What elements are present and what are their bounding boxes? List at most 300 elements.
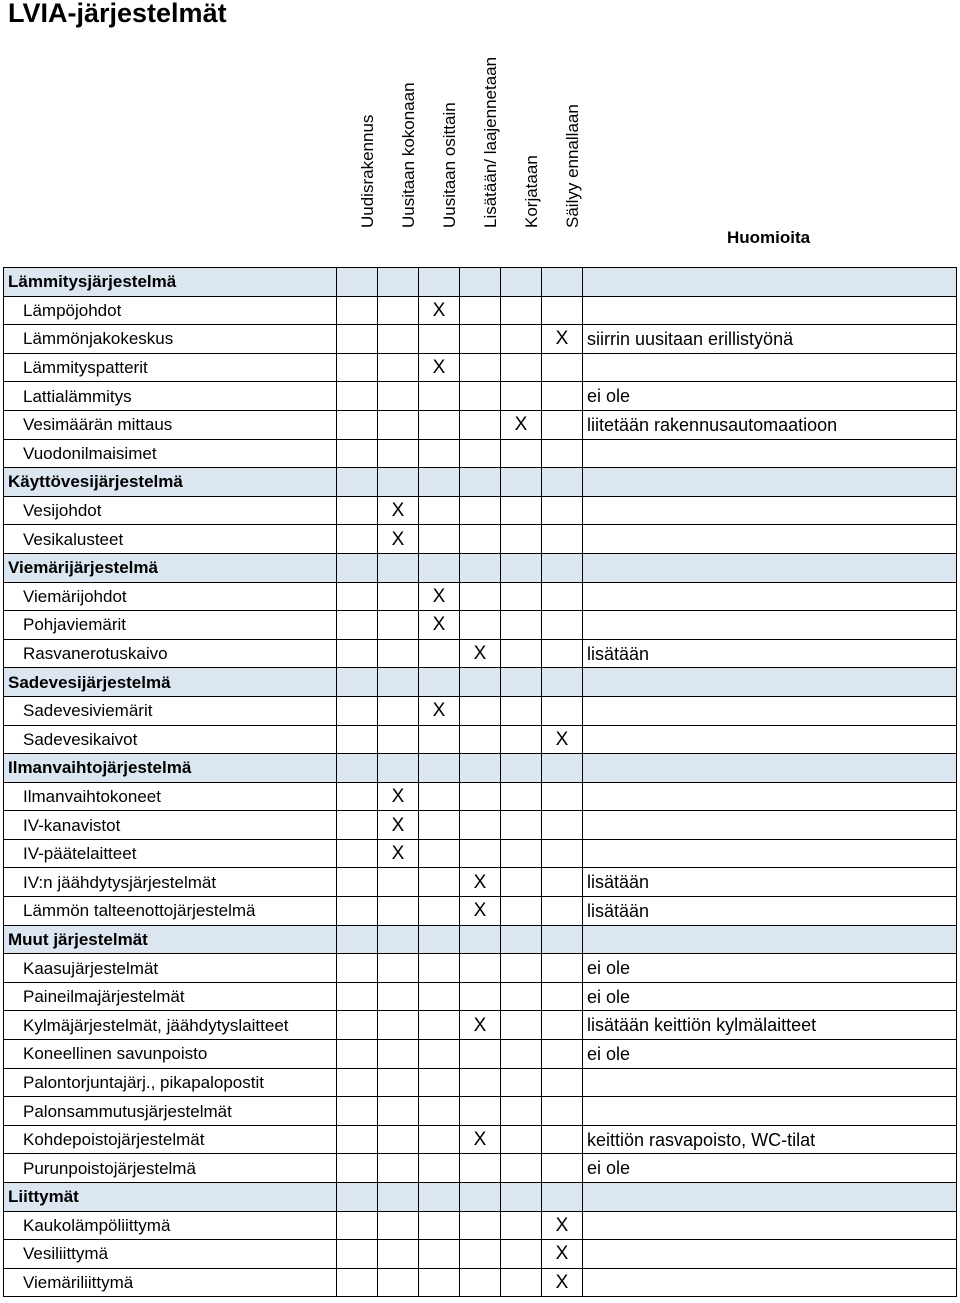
column-header-label: Korjataan: [521, 155, 541, 228]
section-title: Lämmitysjärjestelmä: [4, 268, 337, 297]
mark-cell: [337, 525, 378, 554]
mark-cell: [542, 1011, 583, 1040]
mark-cell: [460, 582, 501, 611]
mark-cell: [501, 982, 542, 1011]
section-title: Käyttövesijärjestelmä: [4, 468, 337, 497]
table-row: [4, 382, 957, 411]
mark-cell: [460, 611, 501, 640]
mark-cell: [337, 1068, 378, 1097]
mark-cell: [460, 1211, 501, 1240]
column-header-label: Uusitaan kokonaan: [398, 82, 418, 228]
mark-cell: [419, 811, 460, 840]
mark-cell: [419, 1097, 460, 1126]
mark-cell: [419, 410, 460, 439]
system-name: IV-kanavistot: [4, 811, 337, 840]
mark-cell: [337, 1154, 378, 1183]
mark-cell: [501, 782, 542, 811]
column-header: [501, 62, 542, 248]
mark-cell: [501, 1268, 542, 1297]
mark-cell: [501, 1154, 542, 1183]
mark-cell: [542, 496, 583, 525]
mark-cell: [460, 553, 501, 582]
system-name: Ilmanvaihtokoneet: [4, 782, 337, 811]
mark-cell: [542, 525, 583, 554]
mark-cell: [501, 382, 542, 411]
mark-cell: [419, 1211, 460, 1240]
mark-cell: [460, 268, 501, 297]
system-name: Rasvanerotuskaivo: [4, 639, 337, 668]
mark-cell: [337, 982, 378, 1011]
mark-cell: [542, 410, 583, 439]
mark-cell: [419, 525, 460, 554]
mark-cell: X: [460, 897, 501, 926]
section-title: Viemärijärjestelmä: [4, 553, 337, 582]
table-row: [4, 1125, 957, 1154]
mark-cell: [501, 1097, 542, 1126]
mark-cell: [378, 1211, 419, 1240]
mark-cell: [337, 1097, 378, 1126]
mark-cell: [378, 868, 419, 897]
mark-cell: [501, 296, 542, 325]
table-row: [4, 725, 957, 754]
mark-cell: [419, 868, 460, 897]
mark-cell: [542, 925, 583, 954]
mark-cell: [542, 954, 583, 983]
mark-cell: [501, 696, 542, 725]
mark-cell: [501, 553, 542, 582]
table-row: [4, 897, 957, 926]
note-cell: ei ole: [583, 382, 957, 411]
mark-cell: [337, 1125, 378, 1154]
note-cell: ei ole: [583, 954, 957, 983]
system-name: Lämmön talteenottojärjestelmä: [4, 897, 337, 926]
mark-cell: [378, 268, 419, 297]
mark-cell: X: [460, 1125, 501, 1154]
note-cell: [583, 782, 957, 811]
table-row: [4, 582, 957, 611]
mark-cell: [337, 868, 378, 897]
mark-cell: [378, 353, 419, 382]
mark-cell: [501, 1240, 542, 1269]
mark-cell: [337, 468, 378, 497]
mark-cell: X: [378, 782, 419, 811]
mark-cell: [501, 525, 542, 554]
mark-cell: [419, 954, 460, 983]
table-row: [4, 954, 957, 983]
mark-cell: [460, 1068, 501, 1097]
mark-cell: X: [419, 296, 460, 325]
section-row: [4, 925, 957, 954]
mark-cell: [378, 1040, 419, 1069]
mark-cell: [337, 325, 378, 354]
mark-cell: [378, 954, 419, 983]
table-row: [4, 525, 957, 554]
table-row: [4, 982, 957, 1011]
column-header-label: Uusitaan osittain: [439, 102, 459, 228]
note-cell: siirrin uusitaan erillistyönä: [583, 325, 957, 354]
note-cell: [583, 468, 957, 497]
section-row: [4, 1183, 957, 1212]
table-row: [4, 496, 957, 525]
mark-cell: [337, 839, 378, 868]
mark-cell: [337, 897, 378, 926]
mark-cell: [378, 611, 419, 640]
mark-cell: [419, 1154, 460, 1183]
mark-cell: [542, 468, 583, 497]
system-name: IV:n jäähdytysjärjestelmät: [4, 868, 337, 897]
mark-cell: [419, 1011, 460, 1040]
page-title: LVIA-järjestelmät: [8, 0, 227, 28]
table-row: [4, 1211, 957, 1240]
mark-cell: [419, 839, 460, 868]
mark-cell: [337, 296, 378, 325]
mark-cell: [337, 1011, 378, 1040]
mark-cell: [460, 1040, 501, 1069]
mark-cell: [337, 725, 378, 754]
system-name: Lattialämmitys: [4, 382, 337, 411]
mark-cell: [337, 353, 378, 382]
mark-cell: [460, 1097, 501, 1126]
mark-cell: [419, 382, 460, 411]
mark-cell: [501, 868, 542, 897]
mark-cell: [419, 496, 460, 525]
mark-cell: [542, 782, 583, 811]
mark-cell: [501, 668, 542, 697]
mark-cell: [378, 1268, 419, 1297]
mark-cell: [378, 754, 419, 783]
note-cell: [583, 811, 957, 840]
mark-cell: [501, 725, 542, 754]
note-cell: [583, 525, 957, 554]
mark-cell: [542, 1125, 583, 1154]
mark-cell: [378, 925, 419, 954]
table-row: [4, 868, 957, 897]
system-name: Kohdepoistojärjestelmät: [4, 1125, 337, 1154]
note-cell: lisätään: [583, 897, 957, 926]
mark-cell: [542, 839, 583, 868]
mark-cell: [501, 811, 542, 840]
mark-cell: [378, 1240, 419, 1269]
column-header-label: Uudisrakennus: [357, 114, 377, 228]
mark-cell: [542, 897, 583, 926]
mark-cell: X: [378, 496, 419, 525]
mark-cell: [419, 982, 460, 1011]
mark-cell: [378, 410, 419, 439]
table-row: [4, 1154, 957, 1183]
mark-cell: [337, 954, 378, 983]
table-row: [4, 1240, 957, 1269]
mark-cell: [501, 1125, 542, 1154]
mark-cell: [378, 1068, 419, 1097]
table-row: [4, 296, 957, 325]
mark-cell: [460, 439, 501, 468]
table-row: [4, 639, 957, 668]
column-header: [542, 62, 583, 248]
mark-cell: [501, 496, 542, 525]
mark-cell: [337, 925, 378, 954]
column-header: [419, 62, 460, 248]
note-cell: lisätään keittiön kylmälaitteet: [583, 1011, 957, 1040]
mark-cell: [542, 982, 583, 1011]
mark-cell: [337, 439, 378, 468]
mark-cell: [337, 782, 378, 811]
mark-cell: [378, 725, 419, 754]
system-name: Paineilmajärjestelmät: [4, 982, 337, 1011]
section-row: [4, 268, 957, 297]
mark-cell: [501, 1211, 542, 1240]
mark-cell: [501, 897, 542, 926]
table-row: [4, 611, 957, 640]
mark-cell: [460, 982, 501, 1011]
mark-cell: [542, 611, 583, 640]
mark-cell: [378, 1154, 419, 1183]
note-cell: [583, 925, 957, 954]
mark-cell: [419, 1125, 460, 1154]
mark-cell: [337, 410, 378, 439]
mark-cell: [337, 1183, 378, 1212]
note-cell: keittiön rasvapoisto, WC-tilat: [583, 1125, 957, 1154]
mark-cell: [337, 696, 378, 725]
note-cell: ei ole: [583, 1040, 957, 1069]
system-name: Lämmönjakokeskus: [4, 325, 337, 354]
mark-cell: [542, 1183, 583, 1212]
mark-cell: [419, 754, 460, 783]
mark-cell: [460, 382, 501, 411]
mark-cell: [419, 1268, 460, 1297]
mark-cell: [419, 1240, 460, 1269]
note-cell: [583, 1068, 957, 1097]
mark-cell: [337, 1211, 378, 1240]
mark-cell: [337, 268, 378, 297]
note-cell: [583, 353, 957, 382]
table-row: [4, 782, 957, 811]
mark-cell: X: [419, 353, 460, 382]
mark-cell: [419, 468, 460, 497]
system-name: Sadevesiviemärit: [4, 696, 337, 725]
system-name: Lämmityspatterit: [4, 353, 337, 382]
table-row: [4, 325, 957, 354]
mark-cell: [542, 811, 583, 840]
system-name: Viemäriliittymä: [4, 1268, 337, 1297]
mark-cell: [542, 353, 583, 382]
mark-cell: [542, 439, 583, 468]
mark-cell: [542, 868, 583, 897]
mark-cell: [337, 382, 378, 411]
system-name: Kaukolämpöliittymä: [4, 1211, 337, 1240]
table-row: [4, 811, 957, 840]
mark-cell: [542, 1154, 583, 1183]
mark-cell: [460, 296, 501, 325]
note-cell: lisätään: [583, 868, 957, 897]
mark-cell: [501, 639, 542, 668]
mark-cell: [501, 439, 542, 468]
section-row: [4, 668, 957, 697]
system-name: Purunpoistojärjestelmä: [4, 1154, 337, 1183]
mark-cell: [460, 525, 501, 554]
mark-cell: [501, 582, 542, 611]
mark-cell: [378, 582, 419, 611]
mark-cell: [501, 925, 542, 954]
note-cell: ei ole: [583, 1154, 957, 1183]
mark-cell: [460, 954, 501, 983]
table-row: [4, 410, 957, 439]
note-cell: [583, 725, 957, 754]
note-cell: [583, 754, 957, 783]
mark-cell: [501, 611, 542, 640]
note-cell: [583, 496, 957, 525]
system-name: Kaasujärjestelmät: [4, 954, 337, 983]
mark-cell: X: [460, 639, 501, 668]
mark-cell: [378, 1097, 419, 1126]
mark-cell: [378, 325, 419, 354]
note-cell: [583, 1183, 957, 1212]
system-name: Pohjaviemärit: [4, 611, 337, 640]
note-cell: [583, 582, 957, 611]
system-name: Vesijohdot: [4, 496, 337, 525]
mark-cell: [501, 1068, 542, 1097]
mark-cell: [337, 611, 378, 640]
mark-cell: [460, 725, 501, 754]
system-name: Lämpöjohdot: [4, 296, 337, 325]
system-name: Vuodonilmaisimet: [4, 439, 337, 468]
system-name: Palonsammutusjärjestelmät: [4, 1097, 337, 1126]
mark-cell: [337, 553, 378, 582]
mark-cell: [378, 639, 419, 668]
table-row: [4, 439, 957, 468]
mark-cell: [542, 1097, 583, 1126]
mark-cell: [337, 582, 378, 611]
mark-cell: [460, 754, 501, 783]
table-row: [4, 1040, 957, 1069]
mark-cell: [542, 382, 583, 411]
system-name: Koneellinen savunpoisto: [4, 1040, 337, 1069]
mark-cell: [337, 1040, 378, 1069]
mark-cell: X: [419, 582, 460, 611]
note-cell: ei ole: [583, 982, 957, 1011]
mark-cell: [419, 897, 460, 926]
note-cell: [583, 439, 957, 468]
mark-cell: [419, 325, 460, 354]
mark-cell: [501, 268, 542, 297]
mark-cell: [460, 782, 501, 811]
mark-cell: [460, 353, 501, 382]
system-name: IV-päätelaitteet: [4, 839, 337, 868]
note-cell: [583, 268, 957, 297]
table-row: [4, 1068, 957, 1097]
mark-cell: [378, 897, 419, 926]
mark-cell: [378, 696, 419, 725]
note-cell: [583, 1240, 957, 1269]
system-name: Vesiliittymä: [4, 1240, 337, 1269]
note-cell: lisätään: [583, 639, 957, 668]
mark-cell: [542, 296, 583, 325]
mark-cell: [337, 811, 378, 840]
mark-cell: [460, 1240, 501, 1269]
mark-cell: [542, 553, 583, 582]
mark-cell: [337, 668, 378, 697]
mark-cell: X: [501, 410, 542, 439]
mark-cell: X: [419, 696, 460, 725]
table-row: [4, 1011, 957, 1040]
table-row: [4, 353, 957, 382]
mark-cell: [378, 296, 419, 325]
mark-cell: [460, 668, 501, 697]
mark-cell: X: [460, 868, 501, 897]
mark-cell: [501, 1183, 542, 1212]
mark-cell: [419, 725, 460, 754]
section-title: Muut järjestelmät: [4, 925, 337, 954]
note-cell: [583, 1268, 957, 1297]
mark-cell: [378, 982, 419, 1011]
note-cell: [583, 1211, 957, 1240]
mark-cell: [460, 925, 501, 954]
mark-cell: [460, 410, 501, 439]
mark-cell: [378, 439, 419, 468]
system-name: Vesikalusteet: [4, 525, 337, 554]
table-row: [4, 1097, 957, 1126]
mark-cell: [501, 468, 542, 497]
column-header: [378, 62, 419, 248]
mark-cell: [419, 553, 460, 582]
mark-cell: [460, 468, 501, 497]
mark-cell: [337, 754, 378, 783]
mark-cell: [419, 1183, 460, 1212]
mark-cell: [337, 1268, 378, 1297]
table-row: [4, 839, 957, 868]
mark-cell: [542, 1068, 583, 1097]
note-cell: [583, 668, 957, 697]
mark-cell: [542, 639, 583, 668]
mark-cell: [419, 1040, 460, 1069]
mark-cell: X: [542, 725, 583, 754]
mark-cell: X: [542, 325, 583, 354]
mark-cell: [460, 811, 501, 840]
mark-cell: [378, 668, 419, 697]
mark-cell: [378, 468, 419, 497]
mark-cell: [460, 1154, 501, 1183]
note-cell: liitetään rakennusautomaatioon: [583, 410, 957, 439]
mark-cell: [337, 496, 378, 525]
mark-cell: [419, 668, 460, 697]
mark-cell: [542, 1040, 583, 1069]
note-cell: [583, 553, 957, 582]
mark-cell: X: [542, 1240, 583, 1269]
mark-cell: [501, 954, 542, 983]
section-row: [4, 553, 957, 582]
mark-cell: [378, 1011, 419, 1040]
system-name: Viemärijohdot: [4, 582, 337, 611]
section-title: Sadevesijärjestelmä: [4, 668, 337, 697]
mark-cell: [501, 1011, 542, 1040]
mark-cell: [419, 782, 460, 811]
systems-table: [3, 267, 957, 1297]
mark-cell: [337, 1240, 378, 1269]
column-header: [337, 62, 378, 248]
mark-cell: X: [542, 1211, 583, 1240]
note-cell: [583, 296, 957, 325]
mark-cell: [501, 754, 542, 783]
mark-cell: [460, 839, 501, 868]
mark-cell: [501, 1040, 542, 1069]
mark-cell: [542, 668, 583, 697]
note-cell: [583, 696, 957, 725]
mark-cell: [542, 696, 583, 725]
mark-cell: [419, 268, 460, 297]
mark-cell: X: [378, 811, 419, 840]
mark-cell: [378, 553, 419, 582]
system-name: Sadevesikaivot: [4, 725, 337, 754]
mark-cell: [501, 353, 542, 382]
